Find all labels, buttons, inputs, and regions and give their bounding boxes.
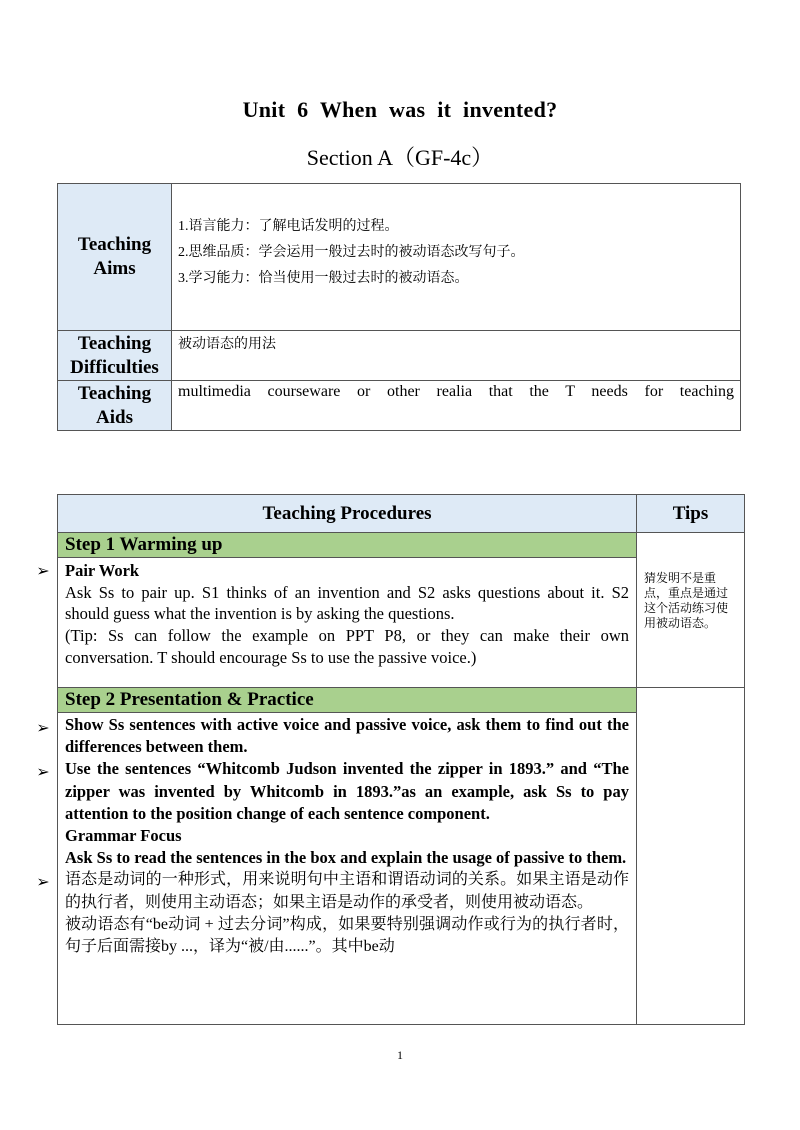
bullet-arrow-icon: ➢ [36, 872, 50, 891]
step2-item-2: Use the sentences “Whitcomb Judson invented the zipper in 1893.” and “The zipper was invented by Whitcomb in 1893.”as an example, ask Ss to pay attention to the position change of each sentence component. [65, 759, 629, 823]
aids-row [58, 381, 741, 431]
aims-row [58, 184, 741, 331]
aims-label [58, 184, 172, 331]
step2-item-1: Show Ss sentences with active voice and passive voice, ask them to find out the differences between them. [65, 715, 629, 757]
aids-label [58, 381, 172, 431]
document-title: Unit 6 When was it invented? [242, 97, 558, 122]
step2-body [58, 713, 637, 1025]
aims-label-line2: Aims [93, 258, 136, 279]
procedures-header-row [58, 495, 745, 533]
difficulties-label-line2: Difficulties [70, 356, 159, 378]
step1-tips-cell: 猜发明不是重点，重点是通过这个活动练习使用被动语态。 [637, 533, 745, 688]
pair-work-heading: Pair Work [65, 561, 140, 580]
teaching-info-table [57, 183, 741, 431]
grammar-explanation-1: 语态是动词的一种形式，用来说明句中主语和谓语动词的关系。如果主语是动作的执行者，则使用主动语态；如果主语是动作的承受者，则使用被动语态。 [65, 871, 629, 911]
step1-instructions: Ask Ss to pair up. S1 thinks of an invention and S2 asks questions about it. S2 should guess what the invention is by asking the questions. [65, 582, 629, 624]
step1-title: Step 1 Warming up [58, 533, 637, 558]
aim-item: 1.语言能力：了解电话发明的过程。 [178, 219, 399, 234]
aims-cell [172, 184, 741, 331]
bullet-arrow-icon: ➢ [36, 762, 50, 781]
aims-label-line1: Teaching [77, 234, 152, 255]
procedures-header: Teaching Procedures [58, 495, 637, 533]
step1-tip: (Tip: Ss can follow the example on PPT P8, or they can make their own conversation. T should encourage Ss to use the passive voice.) [65, 626, 629, 667]
step2-item-3: Ask Ss to read the sentences in the box and explain the usage of passive to them. [65, 848, 627, 868]
step1-title-row [58, 533, 745, 558]
difficulties-cell: 被动语态的用法 [172, 331, 741, 381]
bullet-arrow-icon: ➢ [36, 561, 50, 580]
document-subtitle: Section A（GF-4c） [306, 145, 494, 170]
difficulties-label [58, 331, 172, 381]
bullet-arrow-icon: ➢ [36, 718, 50, 737]
step1-body [58, 558, 637, 688]
step2-tips-cell [637, 688, 745, 1025]
page-number: 1 [397, 1048, 403, 1062]
step2-title: Step 2 Presentation & Practice [58, 688, 637, 713]
difficulties-label-line1: Teaching [77, 332, 152, 354]
aids-label-line1: Teaching [77, 382, 152, 404]
step2-title-row [58, 688, 745, 713]
teaching-procedures-table [57, 494, 745, 1025]
aids-cell: multimedia courseware or other realia that the T needs for teaching [172, 381, 741, 431]
aim-item: 3.学习能力：恰当使用一般过去时的被动语态。 [178, 271, 469, 286]
aim-item: 2.思维品质：学会运用一般过去时的被动语态改写句子。 [178, 245, 525, 260]
grammar-explanation-2: 被动语态有“be动词 + 过去分词”构成，如果要特别强调动作或行为的执行者时，句子后面需接by ...，译为“被/由......”。其中be动 [65, 915, 629, 956]
tips-header: Tips [637, 495, 745, 533]
grammar-focus-heading: Grammar Focus [65, 826, 182, 846]
difficulties-row [58, 331, 741, 381]
aids-label-line2: Aids [96, 406, 133, 428]
